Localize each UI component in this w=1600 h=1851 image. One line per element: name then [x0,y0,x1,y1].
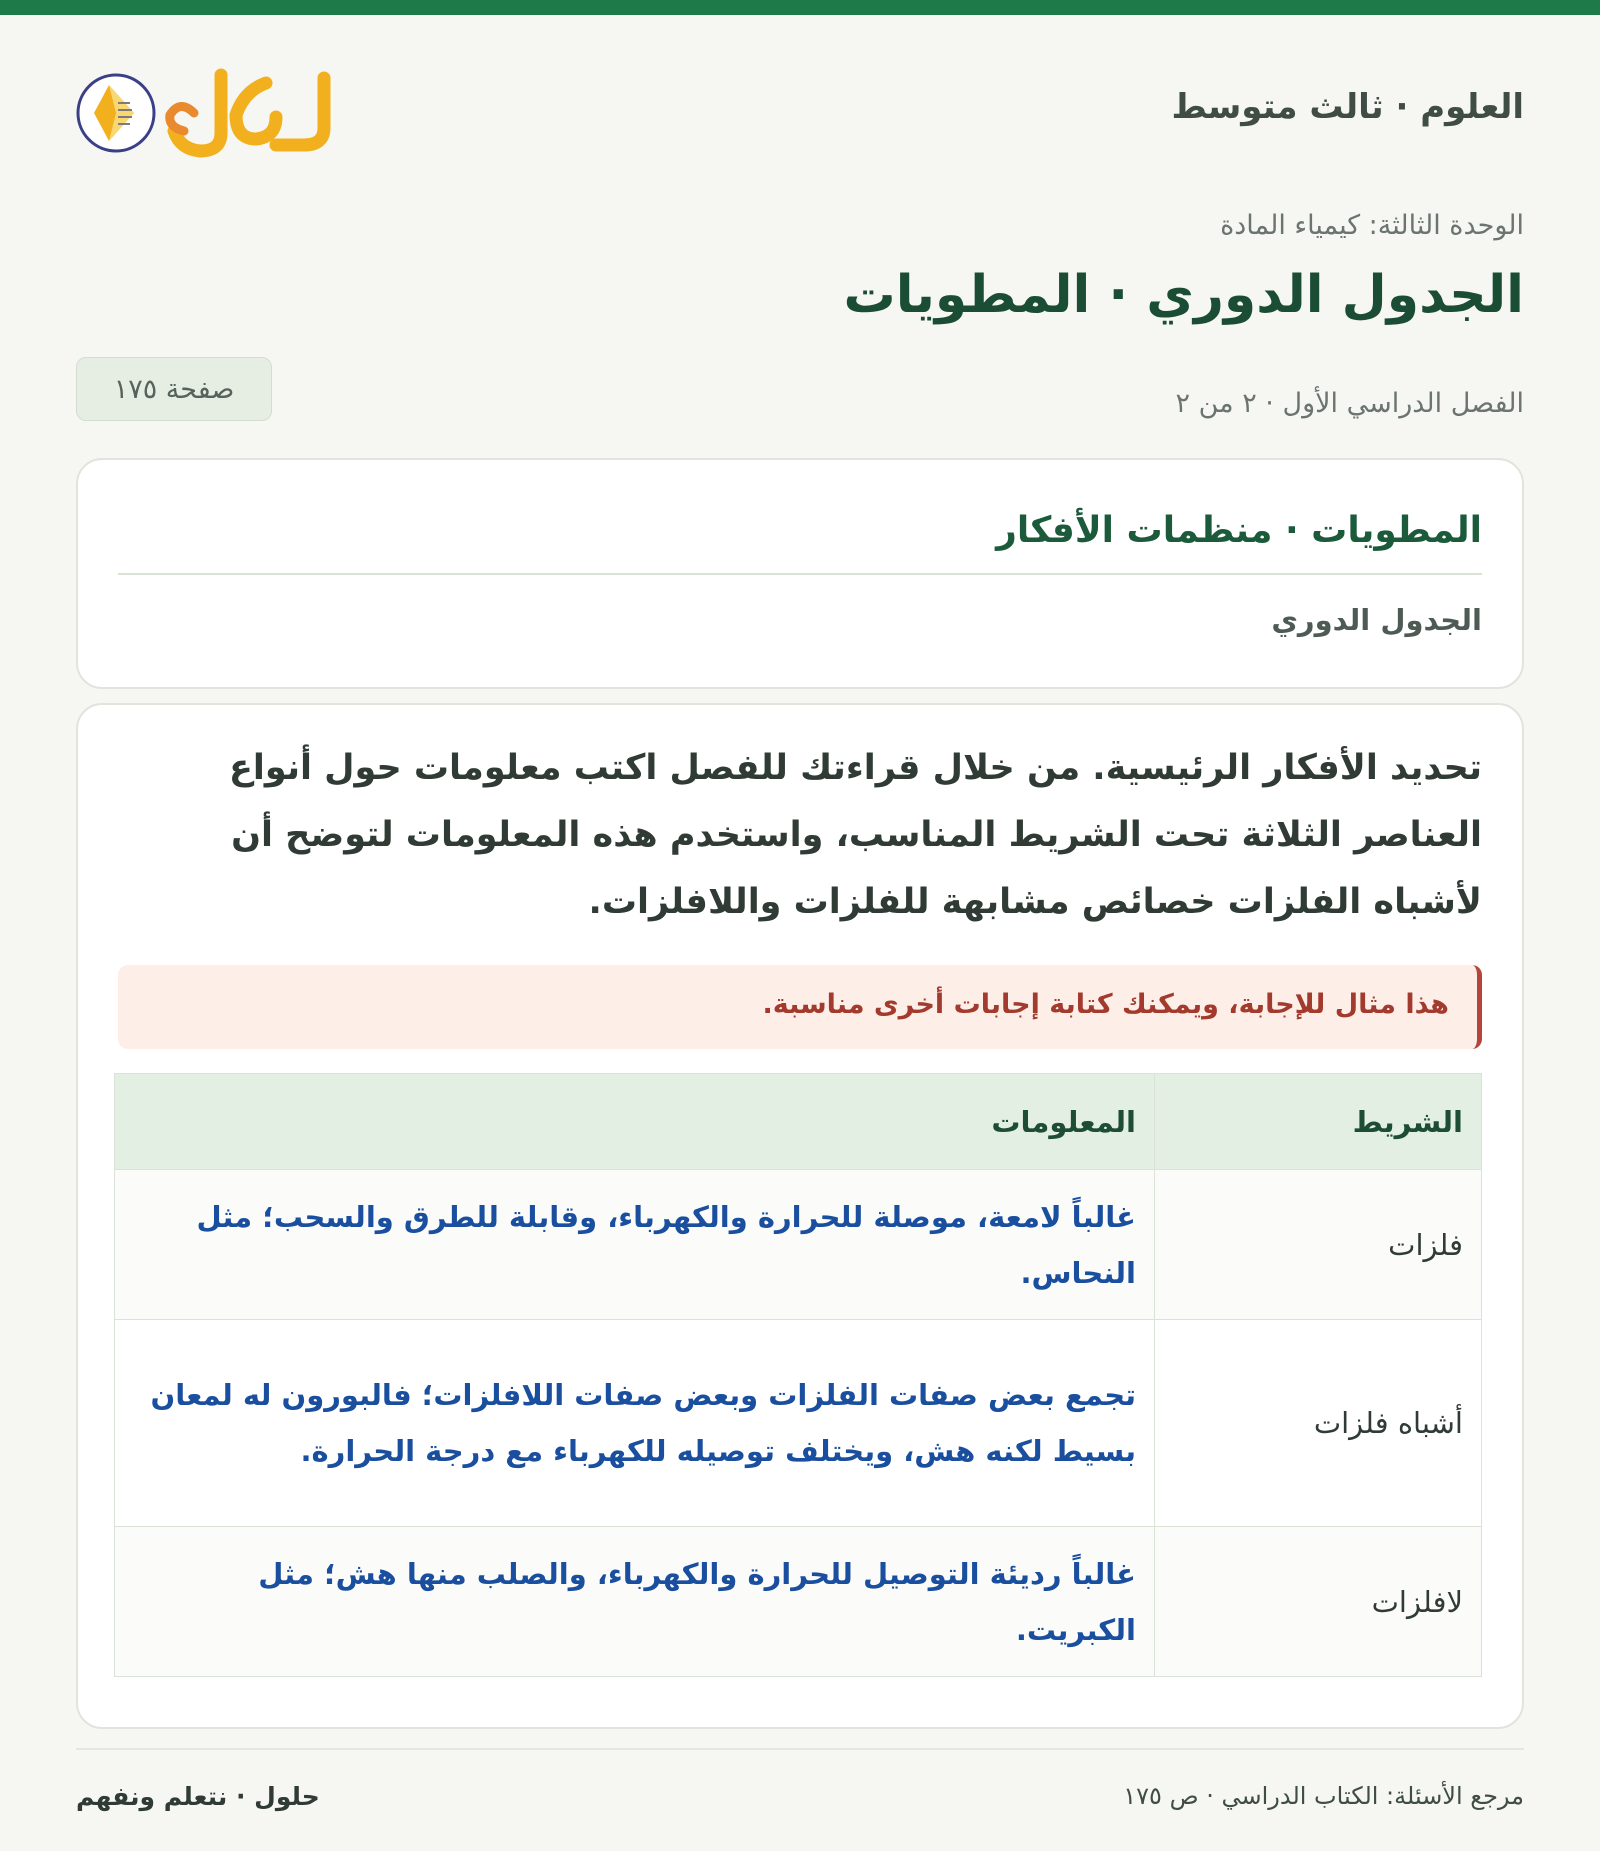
page-badge: صفحة ١٧٥ [76,357,272,421]
table-row [115,1170,1482,1320]
answer-note-text: هذا مثال للإجابة، ويمكنك كتابة إجابات أخرى مناسبة. [762,989,1449,1020]
footer-divider [76,1748,1524,1750]
info-cell: غالباً لامعة، موصلة للحرارة والكهرباء، وقابلة للطرق والسحب؛ مثل النحاس. [115,1170,1155,1320]
top-accent-bar [0,0,1600,15]
unit-label: الوحدة الثالثة: كيمياء المادة [1220,210,1524,241]
strip-cell: فلزات [1155,1170,1482,1320]
header [76,15,1524,175]
column-header-info: المعلومات [115,1074,1155,1170]
subject-title: العلوم · ثالث متوسط [1171,87,1524,127]
table-row [115,1527,1482,1677]
section-heading: المطويات · منظمات الأفكار [996,510,1482,551]
info-cell: غالباً رديئة التوصيل للحرارة والكهرباء، والصلب منها هش؛ مثل الكبريت. [115,1527,1155,1677]
table-header-row [115,1074,1482,1170]
strip-cell: لافلزات [1155,1527,1482,1677]
question-card [76,703,1524,1729]
column-header-strip: الشريط [1155,1074,1482,1170]
page [76,15,1524,1647]
answer-note [118,965,1482,1049]
section-card [76,458,1524,689]
section-subheading: الجدول الدوري [1271,603,1482,637]
info-cell: تجمع بعض صفات الفلزات وبعض صفات اللافلزات؛ فالبورون له لمعان بسيط لكنه هش، ويختلف توصيله للكهرباء مع درجة الحرارة. [115,1320,1155,1527]
hulul-logo [76,53,346,163]
lesson-title: الجدول الدوري · المطويات [843,265,1524,325]
table-row [115,1320,1482,1527]
answer-table [114,1073,1482,1677]
footer-reference: مرجع الأسئلة: الكتاب الدراسي · ص ١٧٥ [1123,1782,1524,1810]
strip-cell: أشباه فلزات [1155,1320,1482,1527]
question-prompt: تحديد الأفكار الرئيسية. من خلال قراءتك للفصل اكتب معلومات حول أنواع العناصر الثلاثة تحت الشريط المناسب، واستخدم هذه المعلومات لتوضح أن لأشباه الفلزات خصائص مشابهة للفلزات واللافلزات. [228,748,1482,922]
section-divider [118,573,1482,575]
footer-brand: حلول · نتعلم ونفهم [76,1782,320,1811]
semester-label: الفصل الدراسي الأول · ٢ من ٢ [1175,388,1524,419]
